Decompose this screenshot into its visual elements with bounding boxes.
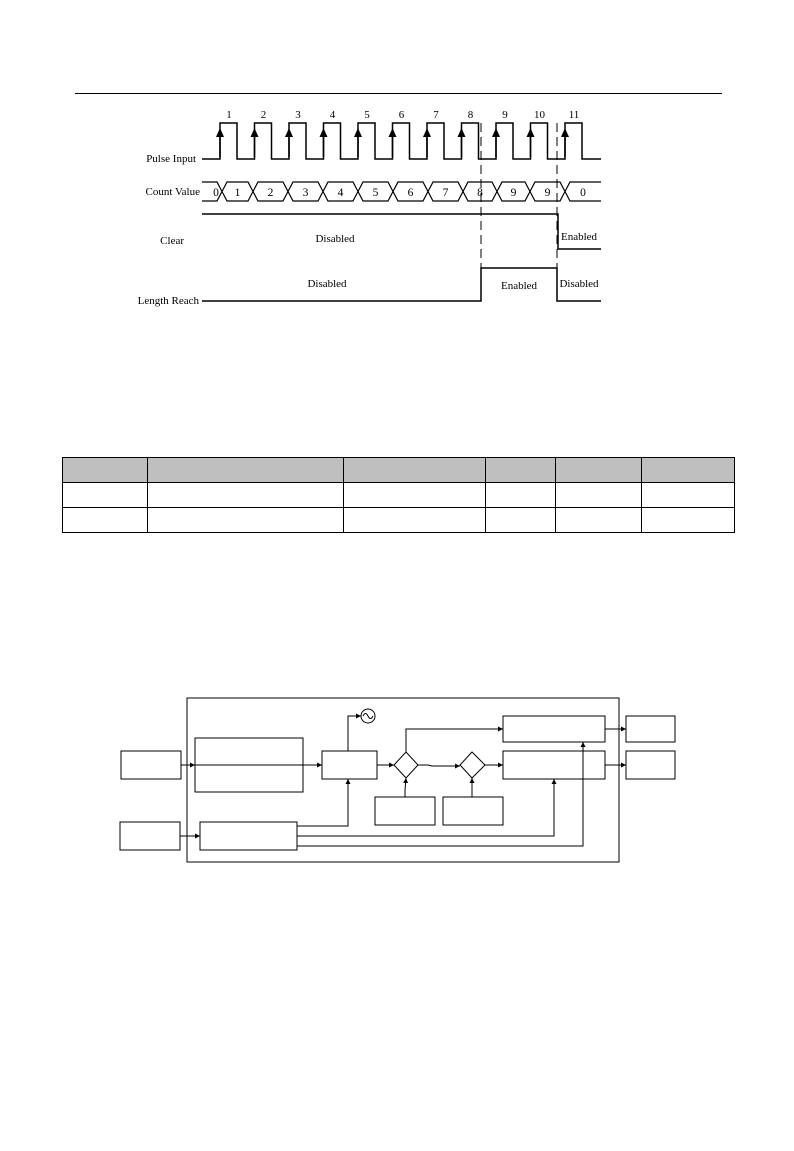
pulse-number: 6 (398, 109, 405, 121)
table-cell (486, 508, 556, 533)
count-value: 9 (510, 187, 517, 199)
table-row (63, 508, 735, 533)
setpoint-block-2 (443, 797, 503, 825)
clear-enabled-label: Enabled (560, 231, 598, 243)
count-value: 4 (337, 187, 344, 199)
pulse-number: 5 (364, 109, 370, 121)
count-value-label: Count Value (145, 186, 200, 198)
function-block-frame (187, 698, 619, 862)
clear-disabled-label: Disabled (315, 233, 355, 245)
count-value: 3 (302, 187, 309, 199)
clear-waveform (202, 214, 601, 249)
table-header-cell (486, 458, 556, 483)
table-header-cell (556, 458, 642, 483)
input-block-upper (121, 751, 181, 779)
pulse-number: 11 (568, 109, 580, 121)
table-cell (556, 483, 642, 508)
table-cell (486, 483, 556, 508)
count-value: 5 (372, 187, 379, 199)
pulse-number: 4 (329, 109, 336, 121)
pulse-number: 3 (295, 109, 301, 121)
count-value: 2 (267, 187, 274, 199)
pulse-number: 10 (534, 109, 545, 121)
clear-label: Clear (160, 235, 184, 247)
pulse-number: 2 (260, 109, 267, 121)
pulse-number: 1 (226, 109, 232, 121)
table-cell (642, 483, 735, 508)
sine-wave-icon (361, 709, 375, 723)
pulse-number: 8 (467, 109, 474, 121)
table-cell (148, 483, 344, 508)
count-value: 6 (407, 187, 414, 199)
table-cell (556, 508, 642, 533)
count-value: 0 (213, 187, 219, 199)
table-header-row (63, 458, 735, 483)
count-value: 7 (442, 187, 449, 199)
count-bus-bottom (202, 192, 601, 202)
count-value: 8 (477, 187, 483, 199)
table-cell (344, 483, 486, 508)
table-cell (63, 508, 148, 533)
table-cell (344, 508, 486, 533)
output-terminal-lower (626, 751, 675, 779)
pulse-number: 7 (433, 109, 439, 121)
length-reach-waveform (202, 268, 601, 301)
counter-block (322, 751, 377, 779)
length-reach-disabled-after-label: Disabled (559, 278, 599, 290)
control-block (200, 822, 297, 850)
table-row (63, 483, 735, 508)
sine-wave-glyph (363, 714, 373, 719)
output-terminal-upper (626, 716, 675, 742)
length-reach-label: Length Reach (137, 295, 199, 307)
count-value: 9 (544, 187, 551, 199)
length-reach-disabled-label: Disabled (307, 278, 347, 290)
table-cell (63, 483, 148, 508)
output-block-lower (503, 751, 605, 779)
table-cell (148, 508, 344, 533)
count-bus-top (202, 182, 601, 192)
pulse-input-line (202, 123, 601, 159)
pulse-input-label: Pulse Input (146, 153, 196, 165)
setpoint-block-1 (375, 797, 435, 825)
table-header-cell (148, 458, 344, 483)
parameter-table (62, 457, 735, 533)
table-cell (642, 508, 735, 533)
pulse-input-waveform (202, 123, 601, 159)
count-value-waveform (202, 182, 601, 201)
table-header-cell (63, 458, 148, 483)
count-value: 1 (234, 187, 241, 199)
length-reach-enabled-label: Enabled (500, 280, 538, 292)
table-header-cell (642, 458, 735, 483)
input-block-lower (120, 822, 180, 850)
pulse-number: 9 (502, 109, 508, 121)
output-block-upper (503, 716, 605, 742)
table-header-cell (344, 458, 486, 483)
comparator-diamond-2 (460, 752, 485, 778)
comparator-diamond-1 (394, 752, 418, 778)
timing-diagram (0, 0, 794, 340)
processing-block (195, 738, 303, 792)
count-value: 0 (580, 187, 586, 199)
pulse-number-labels (226, 109, 579, 121)
